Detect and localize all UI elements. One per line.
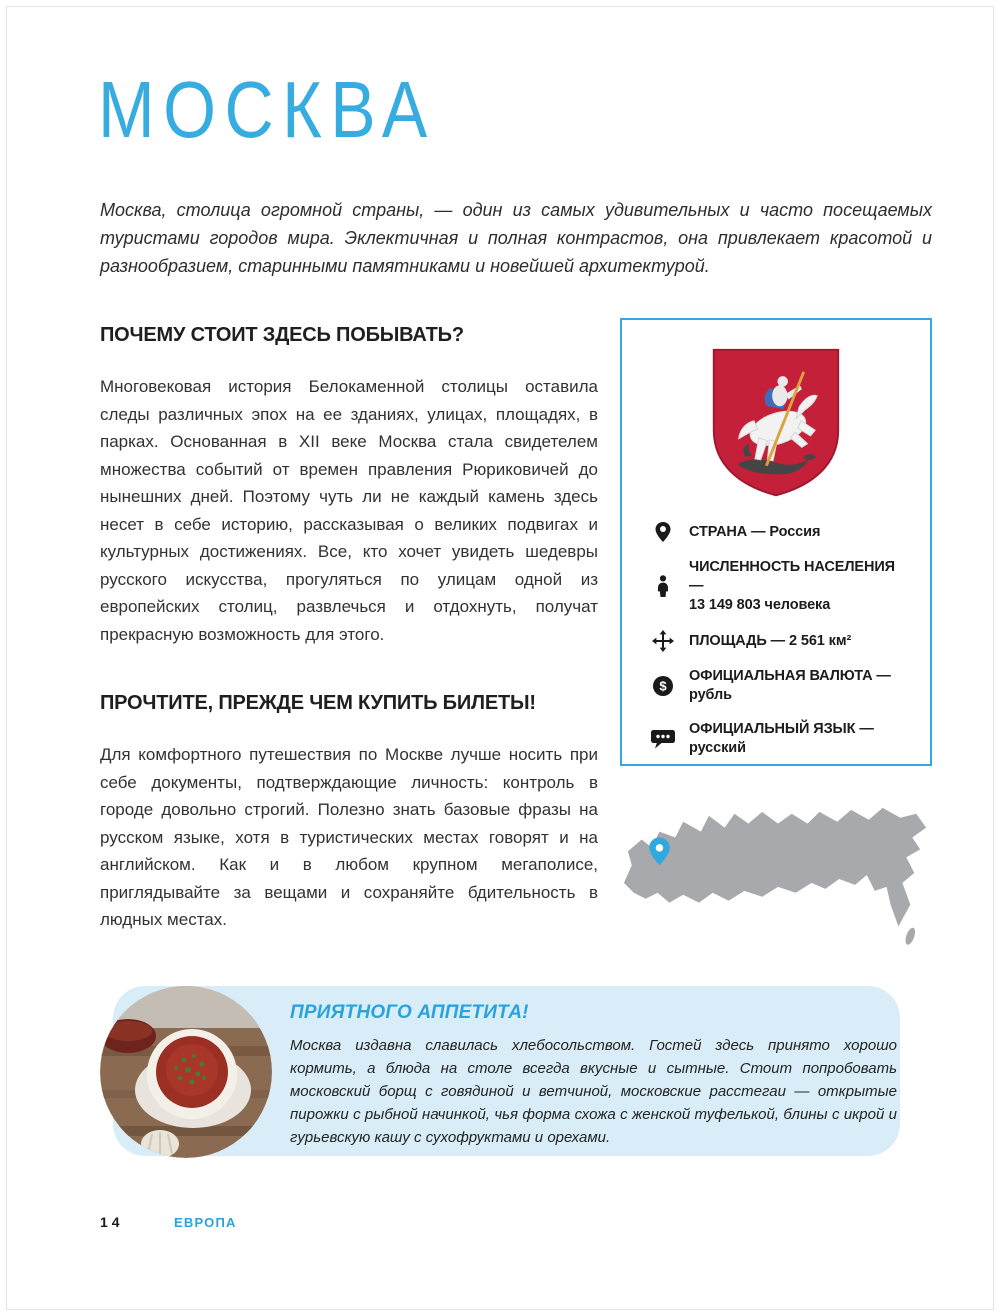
section-body-before-tickets: Для комфортного путешествия по Москве лучше носить при себе документы, подтверждающие личность: контроль в городе довольно строгий. Полезно знать базовые фразы на русском языке, хотя в туристических местах говорят и на английском. Как и в любом крупном мегаполисе, приглядывайте за вещами и сохраняйте бдительность в людных местах. xyxy=(100,745,598,929)
fact-population-text: ЧИСЛЕННОСТЬ НАСЕЛЕНИЯ — 13 149 803 человека xyxy=(689,559,895,614)
person-icon xyxy=(650,575,676,598)
fact-language-text: ОФИЦИАЛЬНЫЙ ЯЗЫК — русский xyxy=(689,721,874,757)
food-box-text: Москва издавна славилась хлебосольством. Гостей здесь принято хорошо кормить, а блюда на столе всегда вкусные и сытные. Стоит попробовать московский борщ с говядиной и ветчиной, московские расстегаи — открытые пирожки с рыбной начинкой, чья форма схожа с женской туфелькой, блины с икрой и гурьевскую кашу с сухофруктами и орехами. xyxy=(290,1037,897,1146)
speech-bubble-icon xyxy=(650,729,676,749)
fact-population xyxy=(650,558,902,615)
fact-language xyxy=(650,720,902,758)
fact-currency xyxy=(650,667,902,705)
page-title: МОСКВА xyxy=(98,65,436,154)
expand-arrows-icon xyxy=(650,630,676,652)
main-text-column xyxy=(100,324,598,978)
food-tip-content xyxy=(290,1002,897,1149)
fact-area-text: ПЛОЩАДЬ — 2 561 км² xyxy=(689,632,852,649)
fact-country-text: СТРАНА — Россия xyxy=(689,523,821,540)
section-heading-why-visit: ПОЧЕМУ СТОИТ ЗДЕСЬ ПОБЫВАТЬ? xyxy=(100,324,464,346)
russia-silhouette xyxy=(624,808,926,927)
russia-map xyxy=(618,786,934,968)
borscht-photo xyxy=(100,986,272,1158)
fact-country xyxy=(650,521,902,543)
fact-area xyxy=(650,630,902,652)
fact-currency-text: ОФИЦИАЛЬНАЯ ВАЛЮТА — рубль xyxy=(689,668,891,704)
food-box-heading: ПРИЯТНОГО АППЕТИТА! xyxy=(290,1002,529,1023)
map-pin-icon xyxy=(650,521,676,543)
currency-icon xyxy=(650,675,676,697)
intro-paragraph: Москва, столица огромной страны, — один из самых удивительных и часто посещаемых туристами городов мира. Эклектичная и полная контрастов, она привлекает красотой и разнообразием, старинными памятниками и новейшей архитектурой. xyxy=(100,200,932,276)
section-body-why-visit: Многовековая история Белокаменной столицы оставила следы различных эпох на ее зданиях, улицах, площадях, в парках. Основанная в XII веке Москва стала свидетелем множества событий от времен правления Рюриковичей до нынешних дней. Поэтому чуть ли не каждый камень здесь несет в себе историю, рассказывая о великих подвигах и культурных достижениях. Все, кто хочет увидеть шедевры русского искусства, прогуляться по улицам одной из европейских столиц, развлечься и отдохнуть, получат прекрасную возможность для этого. xyxy=(100,377,598,644)
country-facts-box xyxy=(620,318,932,766)
footer-section-label: ЕВРОПА xyxy=(174,1215,237,1230)
svg-text:$: $ xyxy=(659,678,667,694)
section-heading-before-tickets: ПРОЧТИТЕ, ПРЕЖДЕ ЧЕМ КУПИТЬ БИЛЕТЫ! xyxy=(100,692,536,714)
page-number: 14 xyxy=(100,1214,124,1230)
moscow-coat-of-arms xyxy=(709,346,843,499)
